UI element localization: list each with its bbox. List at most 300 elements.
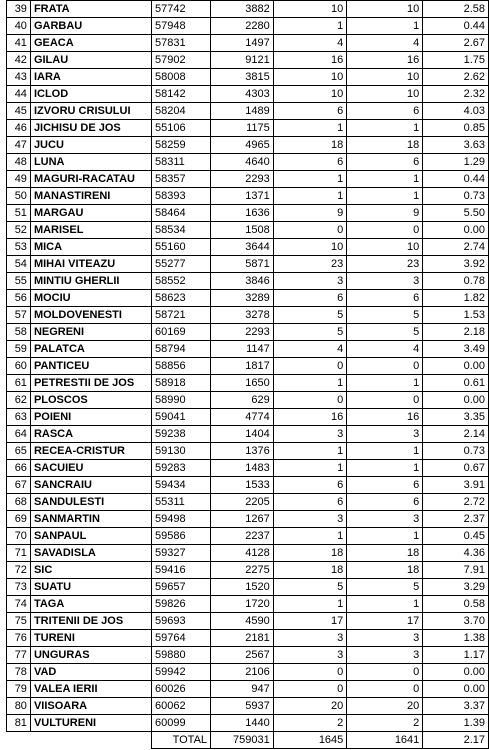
ratio: 3.37	[423, 698, 489, 715]
count-b: 1	[347, 596, 423, 613]
total-row	[7, 732, 489, 749]
count-b: 4	[347, 341, 423, 358]
row-index: 79	[7, 681, 31, 698]
population: 2237	[211, 528, 274, 545]
ratio: 0.00	[423, 681, 489, 698]
count-b: 0	[347, 358, 423, 375]
ratio: 3.35	[423, 409, 489, 426]
population: 9121	[211, 52, 274, 69]
locality-code: 55311	[152, 494, 211, 511]
count-a: 10	[273, 1, 347, 18]
count-a: 1	[273, 443, 347, 460]
population: 1404	[211, 426, 274, 443]
row-index: 77	[7, 647, 31, 664]
table-row	[7, 35, 489, 52]
count-a: 23	[273, 256, 347, 273]
count-b: 10	[347, 239, 423, 256]
locality-name: PANTICEU	[30, 358, 151, 375]
row-index: 40	[7, 18, 31, 35]
locality-name: JICHISU DE JOS	[30, 120, 151, 137]
ratio: 0.00	[423, 358, 489, 375]
count-b: 1	[347, 460, 423, 477]
table-row	[7, 630, 489, 647]
count-a: 6	[273, 494, 347, 511]
count-b: 17	[347, 613, 423, 630]
count-a: 0	[273, 222, 347, 239]
locality-name: TRITENII DE JOS	[30, 613, 151, 630]
row-index: 76	[7, 630, 31, 647]
population: 4774	[211, 409, 274, 426]
table-row	[7, 188, 489, 205]
row-index: 80	[7, 698, 31, 715]
locality-name: SANCRAIU	[30, 477, 151, 494]
locality-code: 59130	[152, 443, 211, 460]
count-b: 16	[347, 52, 423, 69]
table-row	[7, 137, 489, 154]
locality-code: 58990	[152, 392, 211, 409]
total-population: 759031	[211, 732, 274, 749]
count-a: 18	[273, 137, 347, 154]
row-index: 66	[7, 460, 31, 477]
count-b: 3	[347, 647, 423, 664]
population: 2293	[211, 171, 274, 188]
row-index: 54	[7, 256, 31, 273]
count-a: 10	[273, 86, 347, 103]
row-index: 45	[7, 103, 31, 120]
locality-name: POIENI	[30, 409, 151, 426]
locality-code: 58552	[152, 273, 211, 290]
locality-name: VULTURENI	[30, 715, 151, 732]
count-b: 10	[347, 86, 423, 103]
row-index: 73	[7, 579, 31, 596]
locality-name: VAD	[30, 664, 151, 681]
locality-name: MIHAI VITEAZU	[30, 256, 151, 273]
locality-name: ICLOD	[30, 86, 151, 103]
population: 4303	[211, 86, 274, 103]
row-index: 52	[7, 222, 31, 239]
population: 1817	[211, 358, 274, 375]
ratio: 2.62	[423, 69, 489, 86]
count-a: 17	[273, 613, 347, 630]
count-b: 3	[347, 426, 423, 443]
count-b: 2	[347, 715, 423, 732]
population: 629	[211, 392, 274, 409]
table-row	[7, 596, 489, 613]
population: 2280	[211, 18, 274, 35]
table-row	[7, 154, 489, 171]
locality-code: 60026	[152, 681, 211, 698]
locality-name: PLOSCOS	[30, 392, 151, 409]
row-index: 67	[7, 477, 31, 494]
count-b: 1	[347, 171, 423, 188]
ratio: 2.74	[423, 239, 489, 256]
row-index: 64	[7, 426, 31, 443]
locality-code: 59880	[152, 647, 211, 664]
ratio: 7.91	[423, 562, 489, 579]
count-b: 0	[347, 222, 423, 239]
table-row	[7, 698, 489, 715]
count-a: 4	[273, 35, 347, 52]
row-index: 53	[7, 239, 31, 256]
ratio: 1.29	[423, 154, 489, 171]
count-b: 6	[347, 290, 423, 307]
population: 4128	[211, 545, 274, 562]
population: 947	[211, 681, 274, 698]
total-empty-name	[30, 732, 151, 749]
ratio: 0.44	[423, 18, 489, 35]
count-a: 5	[273, 307, 347, 324]
count-b: 3	[347, 630, 423, 647]
locality-name: SANMARTIN	[30, 511, 151, 528]
row-index: 68	[7, 494, 31, 511]
table-row	[7, 341, 489, 358]
table-row	[7, 171, 489, 188]
row-index: 41	[7, 35, 31, 52]
count-b: 1	[347, 188, 423, 205]
ratio: 2.58	[423, 1, 489, 18]
locality-name: TAGA	[30, 596, 151, 613]
locality-name: JUCU	[30, 137, 151, 154]
population: 1520	[211, 579, 274, 596]
locality-code: 58856	[152, 358, 211, 375]
count-a: 16	[273, 409, 347, 426]
total-count-b: 1641	[347, 732, 423, 749]
table-row	[7, 239, 489, 256]
table-row	[7, 205, 489, 222]
count-a: 1	[273, 188, 347, 205]
table-row	[7, 460, 489, 477]
table-row	[7, 664, 489, 681]
count-b: 10	[347, 1, 423, 18]
count-a: 9	[273, 205, 347, 222]
population: 1489	[211, 103, 274, 120]
locality-code: 59327	[152, 545, 211, 562]
count-a: 18	[273, 545, 347, 562]
ratio: 0.78	[423, 273, 489, 290]
count-b: 6	[347, 103, 423, 120]
count-a: 3	[273, 426, 347, 443]
locality-name: UNGURAS	[30, 647, 151, 664]
count-a: 3	[273, 273, 347, 290]
locality-code: 58534	[152, 222, 211, 239]
table-row	[7, 358, 489, 375]
ratio: 1.53	[423, 307, 489, 324]
locality-code: 59586	[152, 528, 211, 545]
ratio: 0.45	[423, 528, 489, 545]
count-b: 23	[347, 256, 423, 273]
count-a: 0	[273, 681, 347, 698]
table-row	[7, 256, 489, 273]
table-row	[7, 86, 489, 103]
population: 4640	[211, 154, 274, 171]
count-a: 1	[273, 171, 347, 188]
count-a: 5	[273, 324, 347, 341]
population: 2181	[211, 630, 274, 647]
population: 1508	[211, 222, 274, 239]
ratio: 3.63	[423, 137, 489, 154]
count-a: 6	[273, 477, 347, 494]
ratio: 2.37	[423, 511, 489, 528]
ratio: 1.38	[423, 630, 489, 647]
count-b: 9	[347, 205, 423, 222]
table-row	[7, 715, 489, 732]
table-row	[7, 103, 489, 120]
row-index: 81	[7, 715, 31, 732]
count-a: 10	[273, 69, 347, 86]
count-b: 6	[347, 477, 423, 494]
table-row	[7, 307, 489, 324]
population: 1483	[211, 460, 274, 477]
ratio: 3.29	[423, 579, 489, 596]
ratio: 0.73	[423, 443, 489, 460]
row-index: 43	[7, 69, 31, 86]
ratio: 4.36	[423, 545, 489, 562]
locality-code: 58259	[152, 137, 211, 154]
population: 1376	[211, 443, 274, 460]
count-a: 20	[273, 698, 347, 715]
locality-code: 58623	[152, 290, 211, 307]
locality-code: 57831	[152, 35, 211, 52]
count-b: 0	[347, 664, 423, 681]
population: 1175	[211, 120, 274, 137]
ratio: 0.00	[423, 392, 489, 409]
row-index: 63	[7, 409, 31, 426]
population: 1720	[211, 596, 274, 613]
locality-code: 55277	[152, 256, 211, 273]
total-empty-idx	[7, 732, 31, 749]
locality-code: 57902	[152, 52, 211, 69]
count-b: 3	[347, 273, 423, 290]
population: 5937	[211, 698, 274, 715]
table-row	[7, 69, 489, 86]
locality-name: GARBAU	[30, 18, 151, 35]
locality-name: SANDULESTI	[30, 494, 151, 511]
ratio: 1.75	[423, 52, 489, 69]
locality-code: 59416	[152, 562, 211, 579]
locality-code: 59942	[152, 664, 211, 681]
row-index: 75	[7, 613, 31, 630]
table-row	[7, 528, 489, 545]
table-row	[7, 545, 489, 562]
locality-code: 58918	[152, 375, 211, 392]
table-row	[7, 647, 489, 664]
locality-code: 55106	[152, 120, 211, 137]
population: 1440	[211, 715, 274, 732]
locality-code: 55160	[152, 239, 211, 256]
locality-code: 59434	[152, 477, 211, 494]
locality-code: 59657	[152, 579, 211, 596]
locality-name: NEGRENI	[30, 324, 151, 341]
count-b: 4	[347, 35, 423, 52]
locality-code: 58311	[152, 154, 211, 171]
table-row	[7, 18, 489, 35]
locality-name: MOCIU	[30, 290, 151, 307]
locality-code: 59693	[152, 613, 211, 630]
population: 3846	[211, 273, 274, 290]
ratio: 2.32	[423, 86, 489, 103]
locality-code: 60169	[152, 324, 211, 341]
count-a: 16	[273, 52, 347, 69]
count-b: 18	[347, 562, 423, 579]
table-row	[7, 477, 489, 494]
table-row	[7, 443, 489, 460]
table-row	[7, 426, 489, 443]
locality-code: 59283	[152, 460, 211, 477]
total-label: TOTAL	[152, 732, 211, 749]
row-index: 59	[7, 341, 31, 358]
row-index: 74	[7, 596, 31, 613]
ratio: 2.72	[423, 494, 489, 511]
data-table	[6, 0, 489, 749]
table-row	[7, 409, 489, 426]
locality-code: 60062	[152, 698, 211, 715]
count-a: 1	[273, 528, 347, 545]
population: 1267	[211, 511, 274, 528]
count-b: 0	[347, 681, 423, 698]
count-a: 1	[273, 460, 347, 477]
ratio: 1.39	[423, 715, 489, 732]
table-row	[7, 511, 489, 528]
count-a: 3	[273, 647, 347, 664]
locality-code: 58393	[152, 188, 211, 205]
table-row	[7, 392, 489, 409]
population: 1371	[211, 188, 274, 205]
ratio: 2.18	[423, 324, 489, 341]
count-b: 10	[347, 69, 423, 86]
locality-name: VIISOARA	[30, 698, 151, 715]
row-index: 42	[7, 52, 31, 69]
locality-name: TURENI	[30, 630, 151, 647]
total-count-a: 1645	[273, 732, 347, 749]
population: 1636	[211, 205, 274, 222]
locality-name: SANPAUL	[30, 528, 151, 545]
count-a: 6	[273, 103, 347, 120]
population: 2205	[211, 494, 274, 511]
ratio: 1.17	[423, 647, 489, 664]
count-b: 1	[347, 18, 423, 35]
population: 3815	[211, 69, 274, 86]
row-index: 48	[7, 154, 31, 171]
count-a: 10	[273, 239, 347, 256]
count-b: 18	[347, 137, 423, 154]
locality-name: IZVORU CRISULUI	[30, 103, 151, 120]
population: 1533	[211, 477, 274, 494]
count-b: 16	[347, 409, 423, 426]
ratio: 2.67	[423, 35, 489, 52]
table-row	[7, 1, 489, 18]
locality-code: 58721	[152, 307, 211, 324]
row-index: 78	[7, 664, 31, 681]
count-b: 1	[347, 120, 423, 137]
row-index: 55	[7, 273, 31, 290]
population: 2106	[211, 664, 274, 681]
ratio: 0.00	[423, 664, 489, 681]
population: 3644	[211, 239, 274, 256]
locality-name: MAGURI-RACATAU	[30, 171, 151, 188]
locality-code: 58204	[152, 103, 211, 120]
count-a: 3	[273, 630, 347, 647]
locality-code: 58008	[152, 69, 211, 86]
count-b: 1	[347, 375, 423, 392]
locality-name: SACUIEU	[30, 460, 151, 477]
row-index: 47	[7, 137, 31, 154]
locality-code: 59238	[152, 426, 211, 443]
count-a: 1	[273, 18, 347, 35]
population: 1650	[211, 375, 274, 392]
locality-name: MOLDOVENESTI	[30, 307, 151, 324]
row-index: 71	[7, 545, 31, 562]
locality-name: PETRESTII DE JOS	[30, 375, 151, 392]
locality-code: 58464	[152, 205, 211, 222]
count-b: 1	[347, 528, 423, 545]
ratio: 0.61	[423, 375, 489, 392]
ratio: 0.73	[423, 188, 489, 205]
count-b: 5	[347, 579, 423, 596]
row-index: 57	[7, 307, 31, 324]
locality-code: 60099	[152, 715, 211, 732]
population: 4965	[211, 137, 274, 154]
ratio: 3.91	[423, 477, 489, 494]
count-b: 5	[347, 307, 423, 324]
population: 2293	[211, 324, 274, 341]
locality-name: VALEA IERII	[30, 681, 151, 698]
ratio: 3.92	[423, 256, 489, 273]
row-index: 60	[7, 358, 31, 375]
count-a: 6	[273, 154, 347, 171]
locality-name: MINTIU GHERLII	[30, 273, 151, 290]
locality-name: IARA	[30, 69, 151, 86]
population: 3278	[211, 307, 274, 324]
locality-code: 58142	[152, 86, 211, 103]
row-index: 39	[7, 1, 31, 18]
locality-name: MARGAU	[30, 205, 151, 222]
row-index: 65	[7, 443, 31, 460]
count-b: 1	[347, 443, 423, 460]
locality-name: SAVADISLA	[30, 545, 151, 562]
locality-name: RASCA	[30, 426, 151, 443]
locality-name: MANASTIRENI	[30, 188, 151, 205]
table-row	[7, 273, 489, 290]
table-row	[7, 222, 489, 239]
ratio: 3.70	[423, 613, 489, 630]
population: 1497	[211, 35, 274, 52]
population: 4590	[211, 613, 274, 630]
row-index: 70	[7, 528, 31, 545]
count-a: 2	[273, 715, 347, 732]
row-index: 72	[7, 562, 31, 579]
count-a: 1	[273, 375, 347, 392]
count-b: 0	[347, 392, 423, 409]
locality-code: 59498	[152, 511, 211, 528]
locality-code: 59041	[152, 409, 211, 426]
locality-code: 57948	[152, 18, 211, 35]
locality-name: GILAU	[30, 52, 151, 69]
locality-name: GEACA	[30, 35, 151, 52]
ratio: 0.44	[423, 171, 489, 188]
row-index: 44	[7, 86, 31, 103]
locality-code: 58357	[152, 171, 211, 188]
row-index: 50	[7, 188, 31, 205]
locality-code: 59764	[152, 630, 211, 647]
locality-name: FRATA	[30, 1, 151, 18]
count-a: 3	[273, 511, 347, 528]
population: 2567	[211, 647, 274, 664]
locality-name: RECEA-CRISTUR	[30, 443, 151, 460]
ratio: 3.49	[423, 341, 489, 358]
locality-code: 59826	[152, 596, 211, 613]
population: 3882	[211, 1, 274, 18]
count-b: 5	[347, 324, 423, 341]
